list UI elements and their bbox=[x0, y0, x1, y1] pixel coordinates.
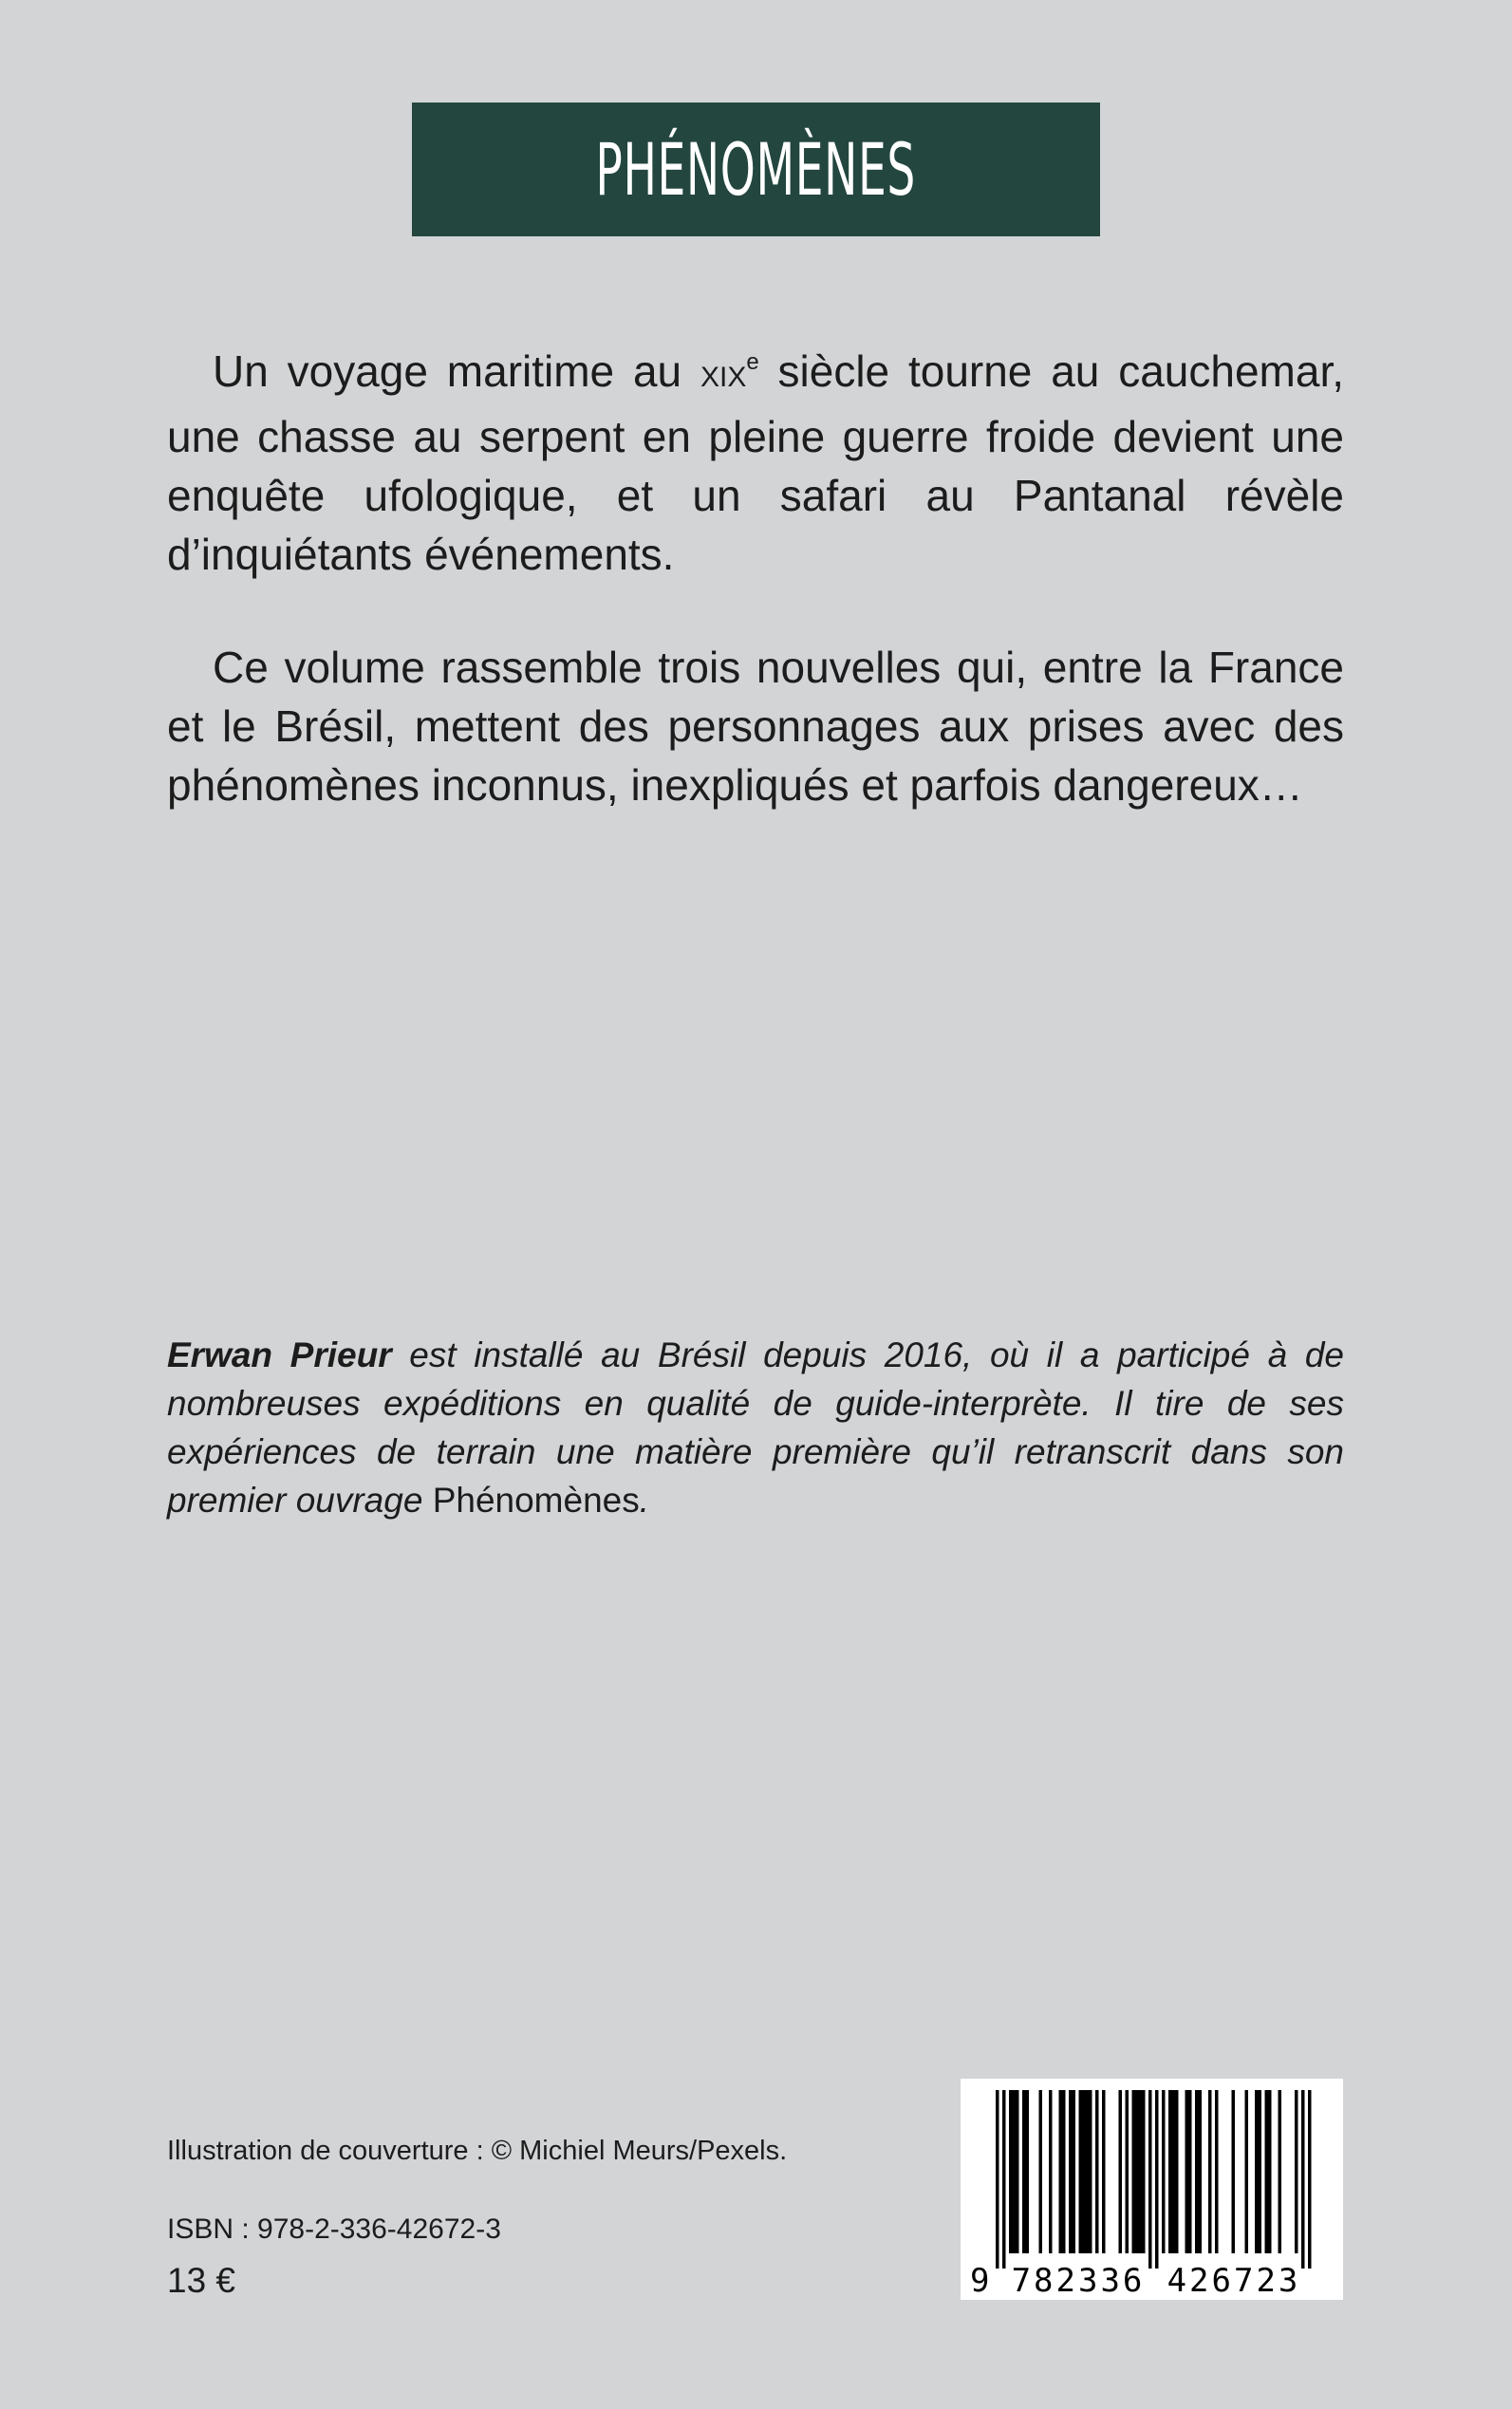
barcode-bar bbox=[1308, 2090, 1312, 2269]
barcode-bar bbox=[1185, 2090, 1189, 2253]
barcode-bar bbox=[1135, 2090, 1139, 2253]
barcode-bar bbox=[1232, 2090, 1236, 2253]
barcode-bar bbox=[1259, 2090, 1262, 2253]
barcode-bar bbox=[1208, 2090, 1212, 2253]
isbn: ISBN : 978-2-336-42672-3 bbox=[167, 2213, 501, 2245]
blurb-paragraph-2 bbox=[167, 638, 1344, 814]
barcode-bar bbox=[1119, 2090, 1123, 2253]
blurb-p1-end: siècle tourne au cauchemar, une chasse au serpent en pleine guerre froide devient une enquête ufologique, et un safari au Pantanal révèle d’inquiétants événements. bbox=[167, 346, 1344, 579]
barcode-bar bbox=[1162, 2090, 1166, 2253]
barcode-bar bbox=[1102, 2090, 1106, 2253]
barcode-bar bbox=[1188, 2090, 1192, 2253]
barcode-bar bbox=[1049, 2090, 1053, 2253]
barcode-bar bbox=[1168, 2090, 1172, 2253]
barcode-bar bbox=[1245, 2090, 1249, 2253]
barcode-bar bbox=[1009, 2090, 1013, 2253]
blurb-paragraph-1 bbox=[167, 342, 1344, 584]
barcode-bar bbox=[1215, 2090, 1219, 2253]
barcode-left-digits: 782336 bbox=[1011, 2262, 1146, 2300]
barcode-bar bbox=[1073, 2090, 1076, 2253]
barcode-bar bbox=[1022, 2090, 1026, 2253]
title-band bbox=[412, 103, 1100, 236]
barcode bbox=[961, 2079, 1343, 2300]
barcode-bar bbox=[1013, 2090, 1017, 2253]
century-numeral: XIX bbox=[700, 362, 747, 393]
barcode-bar bbox=[1089, 2090, 1092, 2253]
century-suffix: e bbox=[746, 349, 759, 375]
barcode-bar bbox=[1172, 2090, 1176, 2253]
barcode-bar bbox=[1301, 2090, 1305, 2269]
author-bio bbox=[167, 1331, 1344, 1524]
barcode-bar bbox=[1126, 2090, 1129, 2253]
barcode-bar bbox=[1139, 2090, 1143, 2253]
barcode-bar bbox=[1279, 2090, 1282, 2253]
barcode-right-digits: 426723 bbox=[1167, 2262, 1301, 2300]
barcode-bar bbox=[1155, 2090, 1159, 2269]
author-name: Erwan Prieur bbox=[167, 1335, 392, 1374]
barcode-bar bbox=[1175, 2090, 1179, 2253]
price: 13 € bbox=[167, 2261, 236, 2300]
barcode-bar bbox=[1265, 2090, 1269, 2253]
bio-end: . bbox=[639, 1481, 650, 1520]
barcode-first-digit: 9 bbox=[970, 2262, 990, 2300]
barcode-bar bbox=[1142, 2090, 1146, 2253]
book-title: PHÉNOMÈNES bbox=[595, 127, 917, 212]
barcode-graphic bbox=[961, 2079, 1343, 2300]
barcode-bar bbox=[1002, 2090, 1006, 2269]
blurb-p2-text: Ce volume rassemble trois nouvelles qui, entre la France et le Brésil, mettent des personnages aux prises avec des phénomènes inconnus, inexpliqués et parfois dangereux… bbox=[167, 643, 1344, 810]
barcode-bar bbox=[1095, 2090, 1099, 2253]
barcode-bar bbox=[1062, 2090, 1066, 2253]
barcode-bars bbox=[996, 2090, 1312, 2269]
barcode-bar bbox=[1132, 2090, 1136, 2253]
barcode-bar bbox=[1079, 2090, 1083, 2253]
barcode-bar bbox=[1195, 2090, 1199, 2253]
barcode-bar bbox=[1059, 2090, 1063, 2253]
barcode-bar bbox=[1016, 2090, 1019, 2253]
barcode-bar bbox=[1148, 2090, 1152, 2269]
barcode-bar bbox=[1069, 2090, 1073, 2253]
cover-credit: Illustration de couverture : © Michiel Meurs/Pexels. bbox=[167, 2136, 788, 2166]
barcode-bar bbox=[1082, 2090, 1086, 2253]
blurb-p1-start: Un voyage maritime au bbox=[213, 346, 700, 396]
barcode-bar bbox=[1255, 2090, 1259, 2253]
barcode-bar bbox=[996, 2090, 999, 2269]
barcode-bar bbox=[1295, 2090, 1298, 2253]
barcode-bar bbox=[1039, 2090, 1043, 2253]
barcode-bar bbox=[1268, 2090, 1272, 2253]
barcode-bar bbox=[1199, 2090, 1203, 2253]
barcode-bar bbox=[1086, 2090, 1090, 2253]
bio-text: est installé au Brésil depuis 2016, où il a participé à de nombreuses expéditions en qualité de guide-interprète. Il tire de ses expériences de terrain une matière première qu’il retranscrit dans son premier ouvrage bbox=[167, 1335, 1344, 1520]
bio-book-title: Phénomènes bbox=[432, 1481, 640, 1520]
barcode-bar bbox=[1026, 2090, 1030, 2253]
